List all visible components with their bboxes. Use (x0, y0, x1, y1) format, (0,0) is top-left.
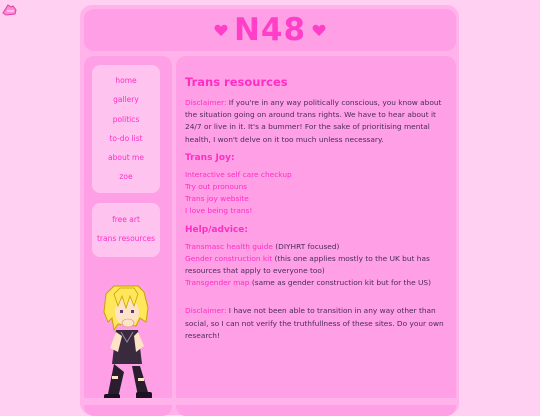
primary-nav (92, 65, 160, 193)
disclaimer-label: Disclaimer: (185, 98, 227, 107)
secondary-nav (92, 203, 160, 257)
bottom-strip (80, 398, 459, 405)
nav-home-link[interactable]: home (115, 76, 137, 85)
site-title: N48 (233, 11, 307, 48)
page-title: Trans resources (185, 75, 288, 89)
hand-icon (2, 2, 18, 16)
self-care-checkup-link[interactable]: Interactive self care checkup (185, 169, 292, 179)
section-heading-help: Help/advice: (185, 224, 248, 235)
disclaimer2-text: I have not been able to transition in any way other than social, so I can not verify the truthfullness of these sites. Do your own research! (185, 306, 444, 340)
nav-free-art-link[interactable]: free art (112, 215, 140, 224)
disclaimer2-paragraph (185, 305, 453, 342)
nav-politics-link[interactable]: politics (112, 115, 140, 124)
help-link-list (185, 241, 453, 290)
help-item (185, 253, 453, 277)
transmasc-guide-link[interactable]: Transmasc health guide (185, 241, 273, 251)
joy-link-list (185, 169, 453, 218)
section-heading-joy: Trans Joy: (185, 152, 235, 163)
disclaimer-text: If you're in any way politically conscious, you know about the situation going on around trans rights. We have to hear about it 24/7 or live in it. It's a bummer! For the sake of prioritising mental health, I won't delve on it too much unless necessary. (185, 98, 442, 144)
heart-icon (214, 24, 228, 37)
content-area (185, 74, 453, 347)
help-item-note: (same as gender construction kit but for the US) (249, 278, 431, 288)
nav-todo-link[interactable]: to-do list (109, 134, 143, 143)
pronouns-link[interactable]: Try out pronouns (185, 182, 248, 192)
nav-gallery-link[interactable]: gallery (113, 95, 139, 104)
help-item-note: (this one applies mostly to the UK but has resources that apply to everyone too) (185, 253, 430, 276)
character-illustration (88, 282, 168, 405)
help-item (185, 241, 453, 253)
love-being-trans-link[interactable]: I love being trans! (185, 206, 253, 216)
transgender-map-link[interactable]: Transgender map (185, 278, 250, 288)
disclaimer2-label: Disclaimer: (185, 306, 227, 316)
heart-icon (312, 24, 326, 37)
nav-zoe-link[interactable]: zoe (119, 172, 133, 181)
nav-about-link[interactable]: about me (108, 153, 144, 162)
nav-trans-resources-link[interactable]: trans resources (96, 234, 155, 243)
gender-construction-kit-link[interactable]: Gender construction kit (185, 253, 273, 263)
site-header (84, 9, 456, 51)
disclaimer-paragraph (185, 97, 453, 146)
help-item-note: (DIYHRT focused) (272, 241, 340, 251)
trans-joy-website-link[interactable]: Trans joy website (185, 194, 249, 204)
help-item (185, 277, 453, 289)
